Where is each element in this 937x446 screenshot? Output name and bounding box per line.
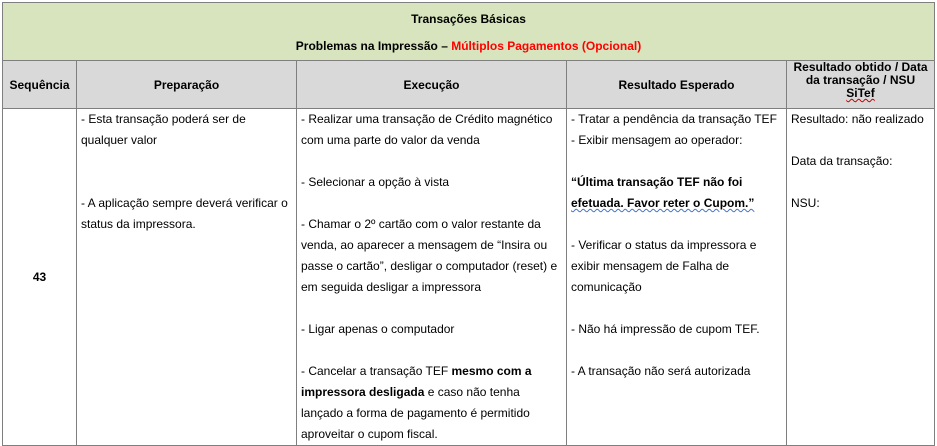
resultado-esperado-line: - Exibir mensagem ao operador: — [571, 133, 743, 147]
test-case-table — [2, 2, 935, 446]
header-resultado-obtido — [787, 61, 935, 109]
execucao-text: - Cancelar a transação TEF — [301, 364, 452, 378]
resultado-esperado-line: - A transação não será autorizada — [571, 364, 751, 378]
subtitle-prefix: Problemas na Impressão – — [295, 39, 452, 53]
subtitle-highlight: Múltiplos Pagamentos (Opcional) — [451, 39, 642, 53]
execucao-bold-text: mesmo com a — [451, 364, 532, 378]
operator-message-line: efetuada. Favor reter o Cupom.” — [571, 196, 755, 210]
execucao-line: em seguida desligar a impressora — [301, 280, 482, 294]
header-resultado-obtido-line3: SiTef — [846, 86, 875, 100]
execucao-line — [301, 361, 562, 382]
preparacao-line: - A aplicação sempre deverá verificar o — [81, 196, 288, 210]
header-resultado-obtido-line2: da transação / NSU — [805, 73, 916, 87]
preparacao-line: - Esta transação poderá ser de — [81, 112, 246, 126]
resultado-esperado-line: exibir mensagem de Falha de — [571, 259, 730, 273]
execucao-bold-text: impressora desligada — [301, 385, 425, 399]
execucao-line: lançado a forma de pagamento é permitido — [301, 406, 530, 420]
execucao-line: com uma parte do valor da venda — [301, 133, 480, 147]
test-case-document — [2, 2, 934, 441]
preparacao-line: status da impressora. — [81, 217, 196, 231]
operator-message-line: “Última transação TEF não foi — [571, 175, 743, 189]
execucao-cell — [297, 109, 567, 446]
execucao-line: - Realizar uma transação de Crédito magnético — [301, 112, 553, 126]
table-row — [3, 109, 935, 446]
resultado-esperado-cell — [567, 109, 787, 446]
execucao-line: - Selecionar a opção à vista — [301, 175, 450, 189]
execucao-line: venda, ao aparecer a mensagem de “Insira ou — [301, 238, 548, 252]
preparacao-line: qualquer valor — [81, 133, 158, 147]
resultado-obtido-data: Data da transação: — [791, 154, 893, 168]
section-title: Transações Básicas — [411, 12, 526, 26]
header-resultado-esperado: Resultado Esperado — [567, 61, 787, 109]
execucao-line: aproveitar o cupom fiscal. — [301, 427, 438, 441]
resultado-obtido-status: Resultado: não realizado — [791, 112, 924, 126]
header-execucao: Execução — [297, 61, 567, 109]
title-cell — [3, 3, 935, 61]
execucao-line: - Ligar apenas o computador — [301, 322, 455, 336]
resultado-esperado-line: - Não há impressão de cupom TEF. — [571, 322, 760, 336]
section-subtitle — [3, 26, 934, 53]
execucao-line: passe o cartão”, desligar o computador (reset) e — [301, 259, 558, 273]
resultado-esperado-line: - Verificar o status da impressora e — [571, 238, 757, 252]
sequencia-cell: 43 — [3, 109, 77, 446]
header-preparacao: Preparação — [77, 61, 297, 109]
resultado-obtido-cell — [787, 109, 935, 446]
resultado-esperado-line: - Tratar a pendência da transação TEF — [571, 112, 777, 126]
header-sequencia: Sequência — [3, 61, 77, 109]
execucao-line — [301, 382, 562, 403]
header-row — [3, 61, 935, 109]
resultado-esperado-line: comunicação — [571, 280, 642, 294]
resultado-obtido-nsu: NSU: — [791, 196, 820, 210]
header-resultado-obtido-line1: Resultado obtido / Data — [793, 60, 928, 74]
execucao-line: - Chamar o 2º cartão com o valor restante da — [301, 217, 541, 231]
preparacao-cell — [77, 109, 297, 446]
title-row — [3, 3, 935, 61]
execucao-text: e caso não tenha — [424, 385, 520, 399]
